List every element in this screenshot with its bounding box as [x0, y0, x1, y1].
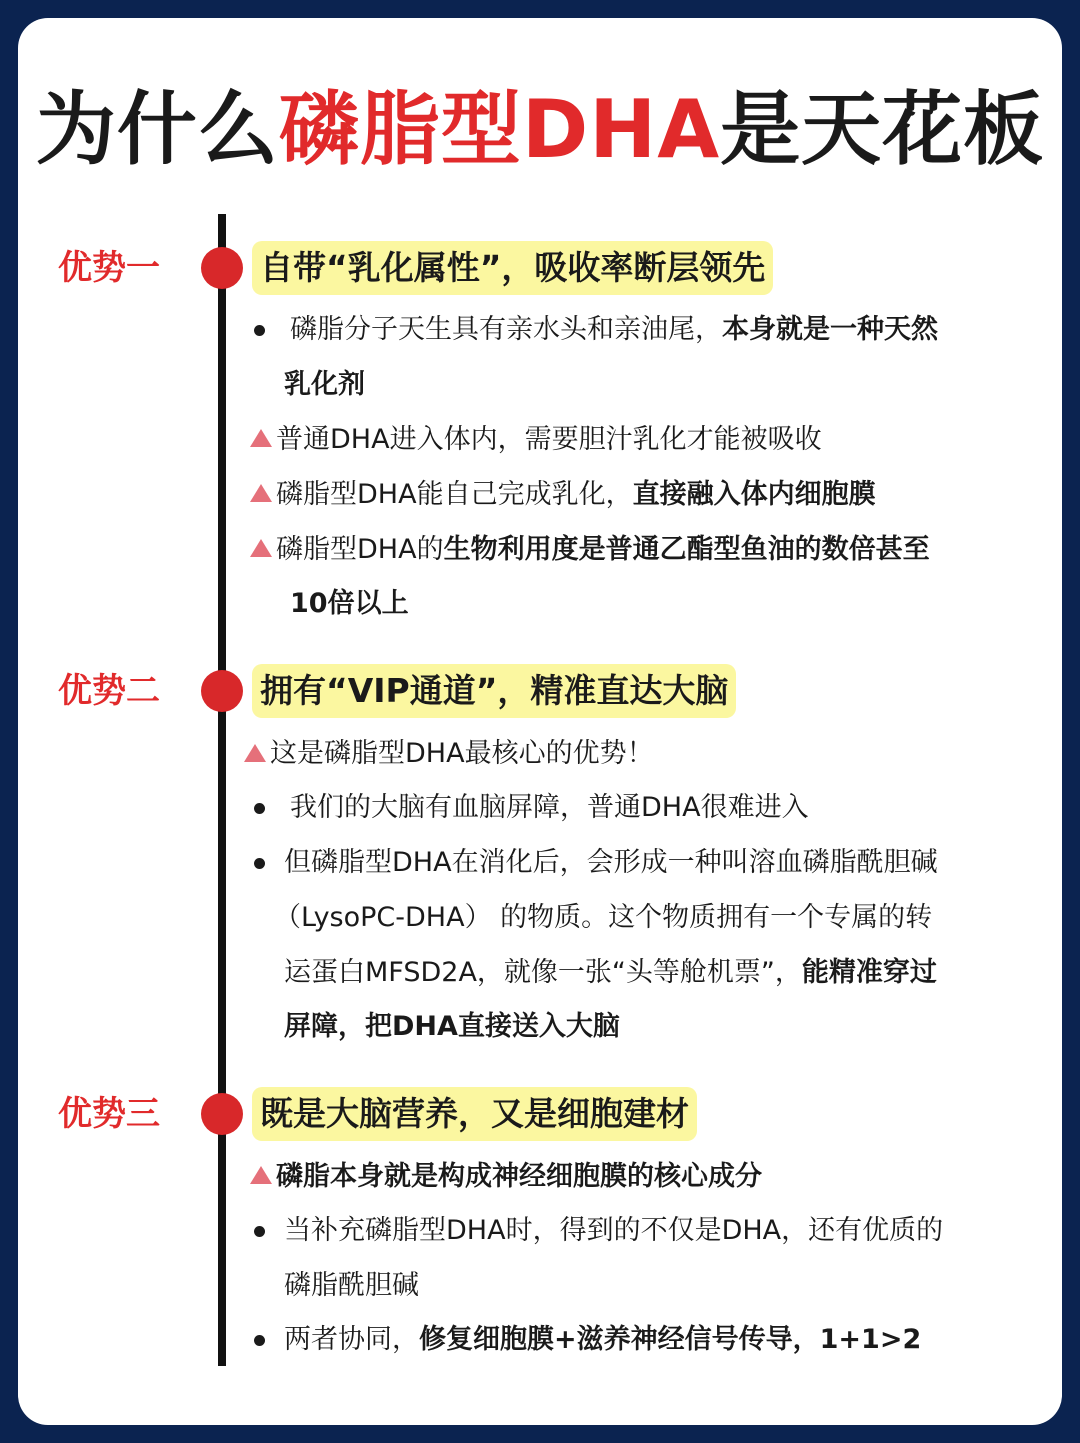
bullet-icon [254, 1226, 265, 1237]
section-2-line-3: 但磷脂型DHA在消化后，会形成一种叫溶血磷脂酰胆碱 [284, 847, 938, 878]
section-3-line-1: 磷脂本身就是构成神经细胞膜的核心成分 [276, 1161, 762, 1192]
bullet-icon [254, 325, 265, 336]
section-1-line-2: 乳化剂 [284, 369, 365, 400]
section-3-line-2: 当补充磷脂型DHA时，得到的不仅是DHA，还有优质的 [284, 1215, 944, 1246]
triangle-icon [250, 429, 272, 447]
page-title [18, 80, 1062, 180]
section-1-line-5: 磷脂型DHA的生物利用度是普通乙酯型鱼油的数倍甚至 [276, 534, 930, 565]
content-card [18, 18, 1062, 1425]
section-2-line-6: 屏障，把DHA直接送入大脑 [284, 1011, 620, 1042]
triangle-icon [250, 484, 272, 502]
section-2-line-1: 这是磷脂型DHA最核心的优势！ [270, 738, 654, 769]
triangle-icon [244, 744, 266, 762]
title-part2: 是天花板 [720, 83, 1045, 176]
section-3-label: 优势三 [58, 1094, 160, 1134]
triangle-icon [250, 539, 272, 557]
section-3-line-4: 两者协同，修复细胞膜+滋养神经信号传导，1+1>2 [284, 1324, 922, 1355]
section-2-label: 优势二 [58, 671, 160, 711]
triangle-icon [250, 1166, 272, 1184]
section-1-label: 优势一 [58, 248, 160, 288]
section-2-line-4: （LysoPC-DHA） 的物质。这个物质拥有一个专属的转 [274, 902, 933, 933]
section-1-heading: 自带“乳化属性”，吸收率断层领先 [252, 241, 773, 295]
section-1-line-1: 磷脂分子天生具有亲水头和亲油尾，本身就是一种天然 [290, 314, 938, 345]
section-1-line-4: 磷脂型DHA能自己完成乳化，直接融入体内细胞膜 [276, 479, 876, 510]
section-3-heading: 既是大脑营养，又是细胞建材 [252, 1087, 697, 1141]
title-part1: 为什么 [35, 83, 279, 176]
timeline-line [218, 214, 226, 1366]
section-3-line-3: 磷脂酰胆碱 [284, 1270, 419, 1301]
title-highlight: 磷脂型DHA [278, 83, 721, 176]
section-2-line-2: 我们的大脑有血脑屏障，普通DHA很难进入 [290, 792, 809, 823]
bullet-icon [254, 1335, 265, 1346]
bullet-icon [254, 803, 265, 814]
bullet-icon [254, 858, 265, 869]
section-2-line-5: 运蛋白MFSD2A，就像一张“头等舱机票”，能精准穿过 [284, 957, 937, 988]
section-1-line-6: 10倍以上 [290, 588, 409, 619]
section-2-heading: 拥有“VIP通道”，精准直达大脑 [252, 664, 736, 718]
section-1-line-3: 普通DHA进入体内，需要胆汁乳化才能被吸收 [276, 424, 822, 455]
